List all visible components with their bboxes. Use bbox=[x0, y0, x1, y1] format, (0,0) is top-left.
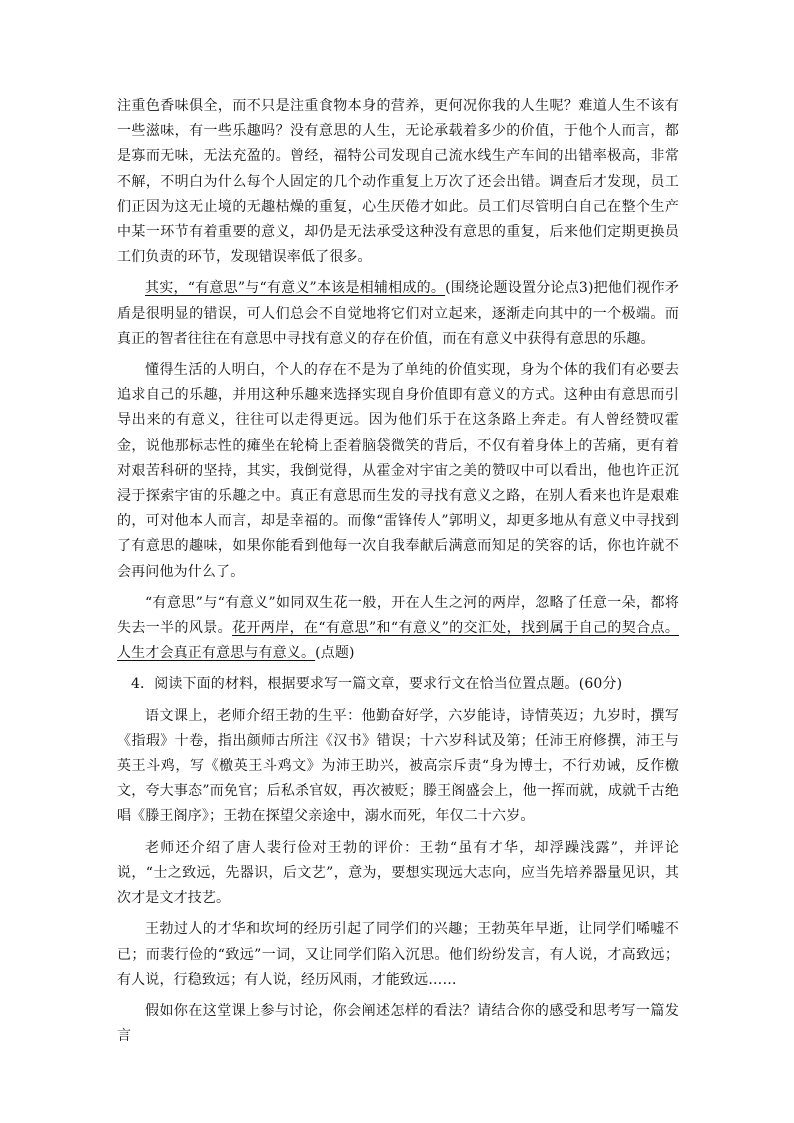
paragraph bbox=[117, 917, 679, 993]
text-segment: “有意思”与“有意义”如同双生花一般，开在人生之河的两岸，忽略了任意一朵，都将失去一半的风景。 bbox=[117, 594, 679, 637]
paragraph bbox=[117, 276, 679, 352]
text-segment: 假如你在这堂课上参与讨论，你会阐述怎样的看法？请结合你的感受和思考写一篇发言 bbox=[117, 1002, 679, 1045]
text-segment: 老师还介绍了唐人裴行俭对王勃的评价：王勃“虽有才华，却浮躁浅露”，并评论说，“士之致远，先器识，后文艺”，意为，要想实现远大志向，应当先培养器量见识，其次才是文才技艺。 bbox=[117, 839, 679, 907]
paragraph bbox=[117, 358, 679, 585]
document-body bbox=[117, 94, 679, 1055]
text-segment: (围绕论题设置分论点3)把他们视作矛盾是很明显的错误，可人们总会不自觉地将它们对立起来，逐渐走向其中的一个极端。而真正的智者往往在有意思中寻找有意义的存在价值，而在有意义中获得有意思的乐趣。 bbox=[117, 280, 679, 347]
text-segment: (点题) bbox=[315, 645, 355, 662]
text-segment: 注重色香味俱全，而不只是注重食物本身的营养，更何况你我的人生呢？难道人生不该有一些滋味，有一些乐趣吗？没有意思的人生，无论承载着多少的价值，于他个人而言，都是寡而无味，无法充盈的。曾经，福特公司发现自己流水线生产车间的出错率极高，非常不解，不明白为什么每个人固定的几个动作重复上万次了还会出错。调查后才发现，员工们正因为这无止境的无趣枯燥的重复，心生厌倦才如此。员工们尽管明白自己在整个生产中某一环节有着重要的意义，却仍是无法承受这种没有意思的重复，后来他们定期更换员工们负责的环节，发现错误率低了很多。 bbox=[117, 98, 679, 266]
paragraph bbox=[117, 704, 679, 830]
text-segment: 懂得生活的人明白，个人的存在不是为了单纯的价值实现，身为个体的我们有必要去追求自己的乐趣，并用这种乐趣来选择实现自身价值即有意义的方式。这种由有意思而引导出来的有意义，往往可以走得更远。因为他们乐于在这条路上奔走。有人曾经赞叹霍金，说他那标志性的瘫坐在轮椅上歪着脑袋微笑的背后，不仅有着身体上的苦痛，更有着对艰苦科研的坚持，其实，我倒觉得，从霍金对宇宙之美的赞叹中可以看出，他也许正沉浸于探索宇宙的乐趣之中。真正有意思而生发的寻找有意义之路，在别人看来也许是艰难的，可对他本人而言，却是幸福的。而像“雷锋传人”郭明义，却更多地从有意义中寻找到了有意思的趣味，如果你能看到他每一次自我奉献后满意而知足的笑容的话，你也许就不会再问他为什么了。 bbox=[117, 362, 679, 580]
underlined-text: 其实，“有意思”与“有意义”本该是相辅相成的。 bbox=[145, 280, 446, 297]
paragraph bbox=[117, 999, 679, 1049]
underlined-text: 花开两岸，在“有意思”和“有意义”的交汇处，找到属于自己的契合点。人生才会真正有意思与有意义。 bbox=[117, 620, 679, 662]
question-heading bbox=[117, 672, 679, 697]
paragraph bbox=[117, 94, 679, 270]
paragraph bbox=[117, 591, 679, 667]
text-segment: 王勃过人的才华和坎坷的经历引起了同学们的兴趣；王勃英年早逝，让同学们唏嘘不已；而裴行俭的“致远”一词，又让同学们陷入沉思。他们纷纷发言，有人说，才高致远；有人说，行稳致远；有人说，经历风雨，才能致远…… bbox=[117, 921, 679, 988]
paragraph bbox=[117, 836, 679, 912]
text-segment: 4．阅读下面的材料，根据要求写一篇文章，要求行文在恰当位置点题。(60分) bbox=[131, 676, 623, 693]
text-segment: 语文课上，老师介绍王勃的生平：他勤奋好学，六岁能诗，诗情英迈；九岁时，撰写《指瑕》十卷，指出颜师古所注《汉书》错误；十六岁科试及第；任沛王府修撰，沛王与英王斗鸡，写《檄英王斗鸡文》为沛王助兴，被高宗斥责“身为博士，不行劝诫，反作檄文，夸大事态”而免官；后私杀官奴，再次被贬；滕王阁盛会上，他一挥而就，成就千古绝唱《滕王阁序》；王勃在探望父亲途中，溺水而死，年仅二十六岁。 bbox=[117, 707, 679, 825]
